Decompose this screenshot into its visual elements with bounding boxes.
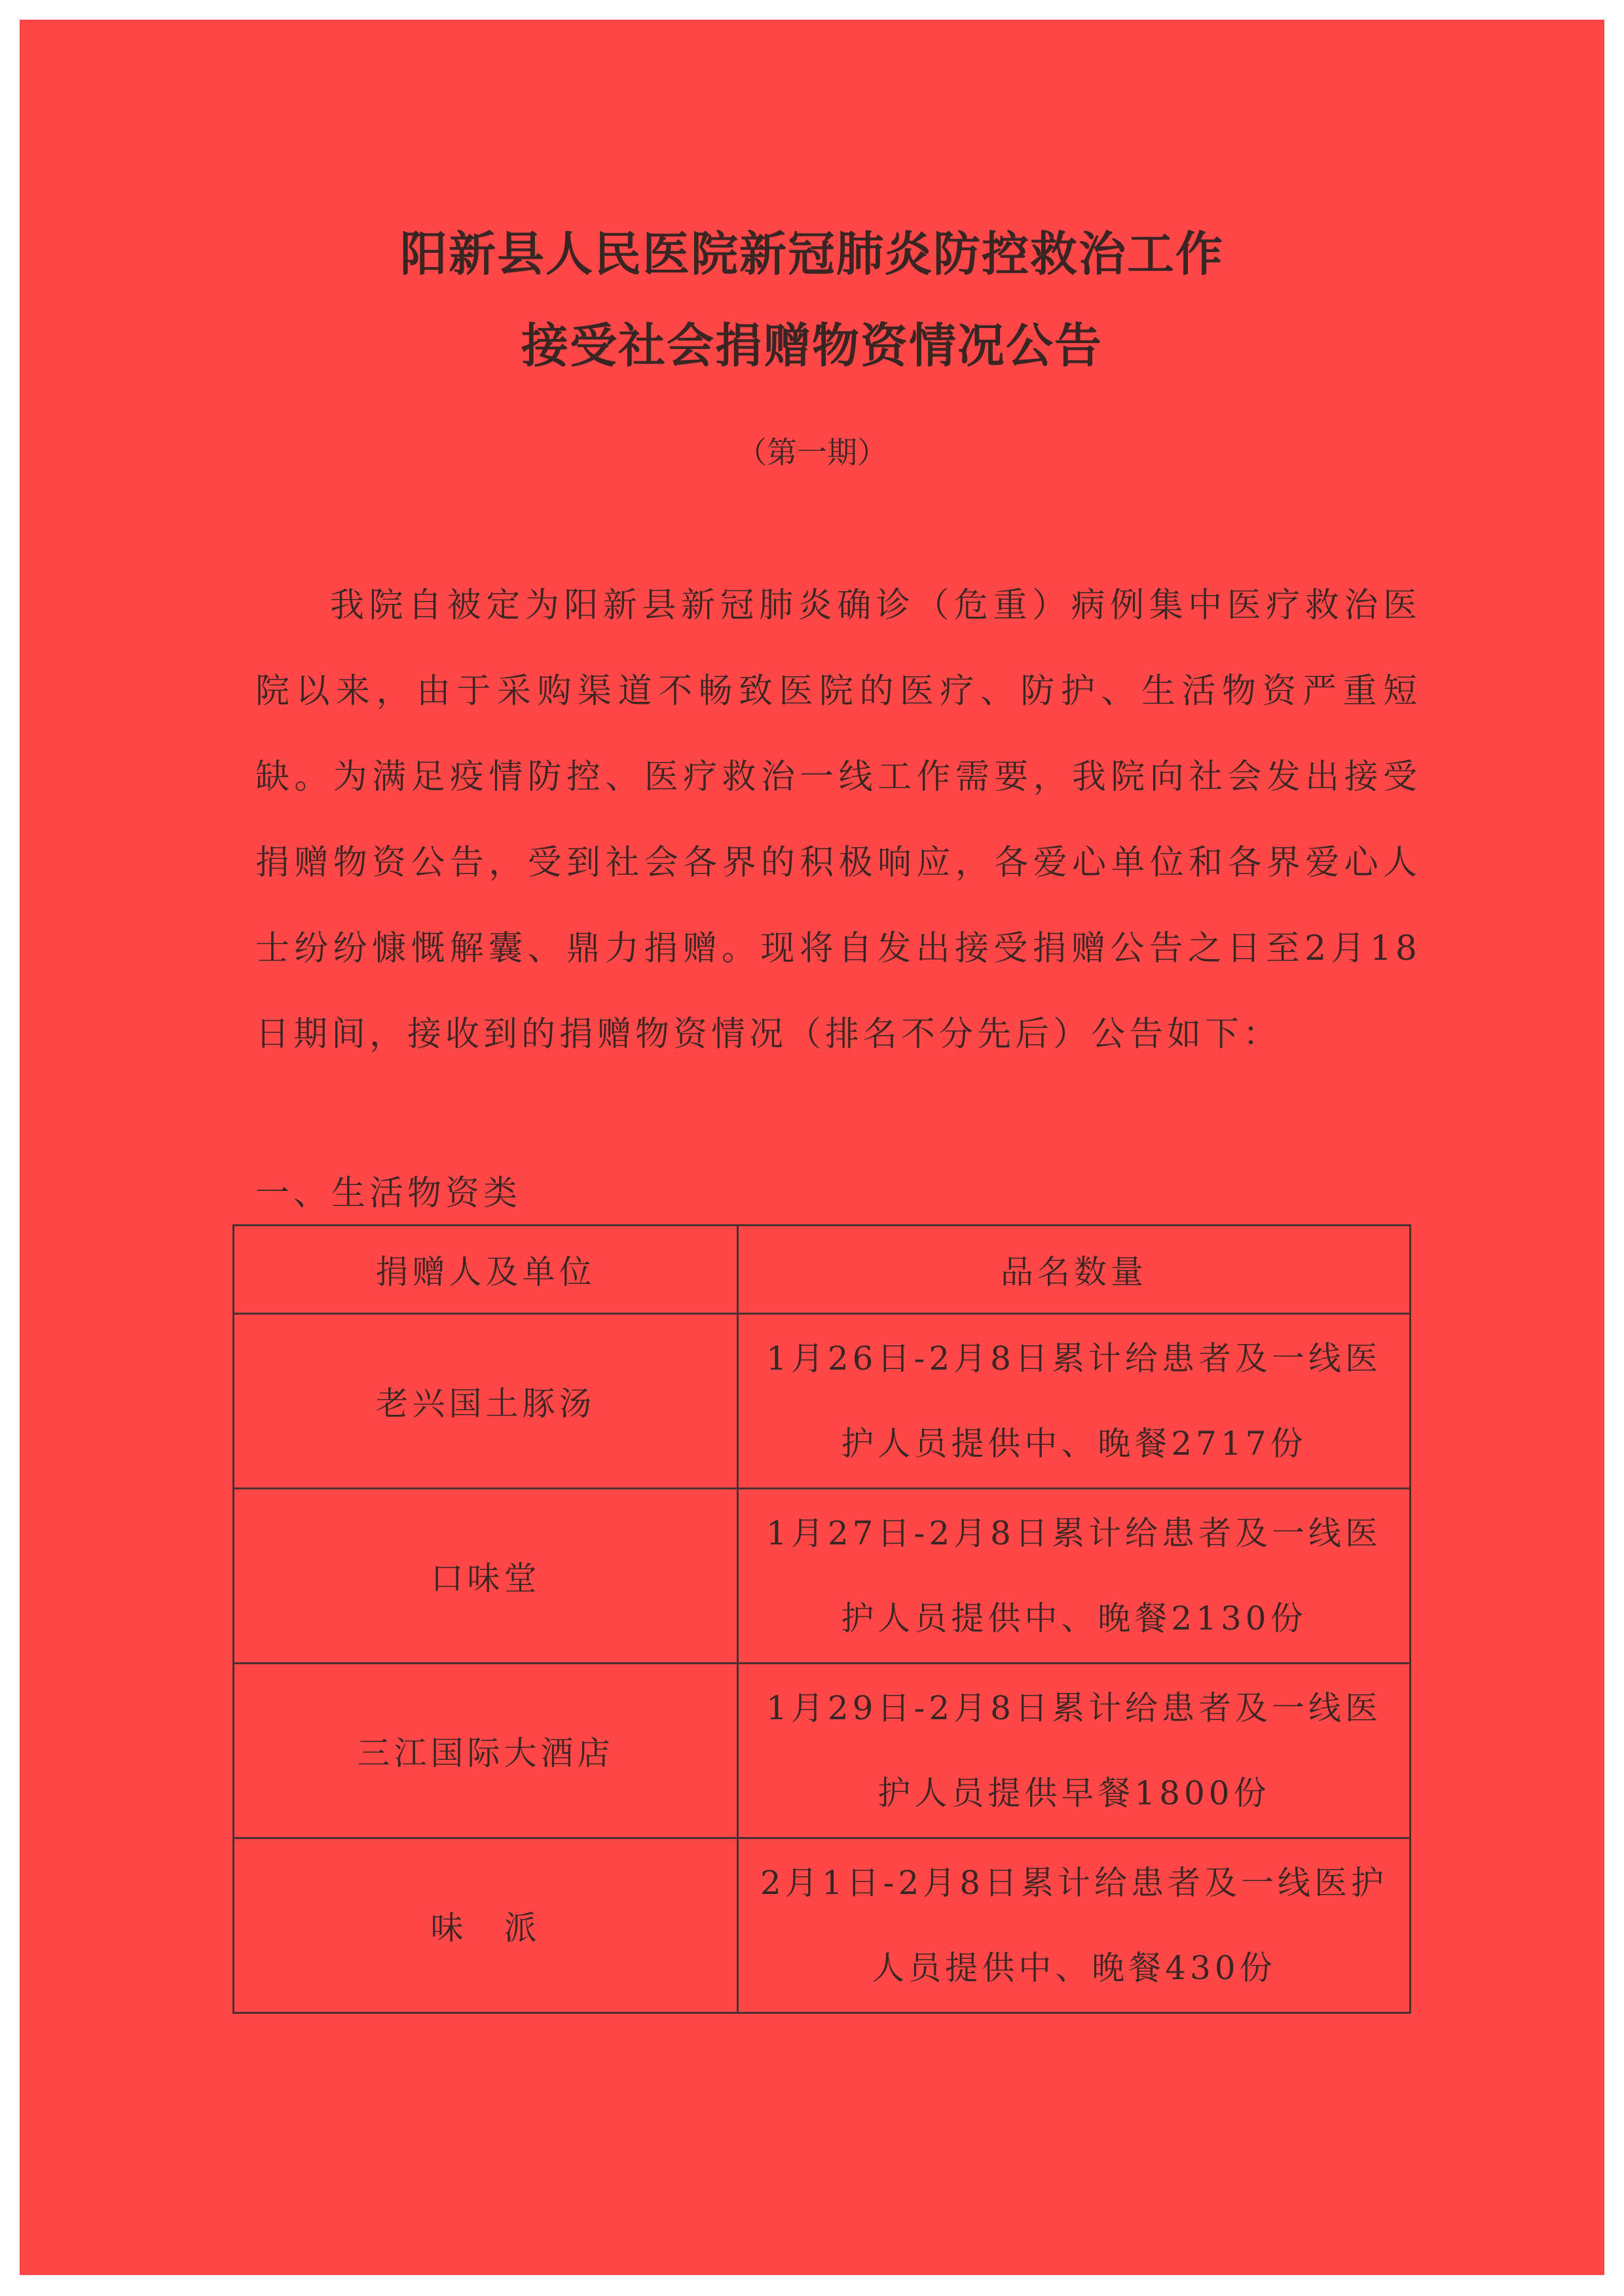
section-heading-living-supplies: 一、生活物资类 (255, 1174, 522, 1213)
items-cell: 1月27日-2月8日累计给患者及一线医护人员提供中、晚餐2130份 (738, 1489, 1411, 1664)
donor-cell: 口味堂 (234, 1489, 738, 1664)
header-items: 品名数量 (738, 1226, 1411, 1314)
red-notice-sheet (20, 20, 1604, 2275)
donor-cell: 老兴国土豚汤 (234, 1314, 738, 1489)
table-row (234, 1314, 1411, 1489)
items-cell: 1月29日-2月8日累计给患者及一线医护人员提供早餐1800份 (738, 1664, 1411, 1838)
title-line-2: 接受社会捐赠物资情况公告 (521, 318, 1103, 373)
donation-table (232, 1224, 1411, 2014)
table-header-row (234, 1226, 1411, 1314)
table-row (234, 1664, 1411, 1838)
donor-cell: 味 派 (234, 1838, 738, 2013)
items-cell: 2月1日-2月8日累计给患者及一线医护人员提供中、晚餐430份 (738, 1838, 1411, 2013)
table-row (234, 1489, 1411, 1664)
intro-paragraph: 我院自被定为阳新县新冠肺炎确诊（危重）病例集中医疗救治医院以来，由于采购渠道不畅致医院的医疗、防护、生活物资严重短缺。为满足疫情防控、医疗救治一线工作需要，我院向社会发出接受捐赠物资公告，受到社会各界的积极响应，各爱心单位和各界爱心人士纷纷慷慨解囊、鼎力捐赠。现将自发出接受捐赠公告之日至2月18日期间，接收到的捐赠物资情况（排名不分先后）公告如下： (255, 586, 1421, 1054)
donor-cell: 三江国际大酒店 (234, 1664, 738, 1838)
table-row (234, 1838, 1411, 2013)
items-cell: 1月26日-2月8日累计给患者及一线医护人员提供中、晚餐2717份 (738, 1314, 1411, 1489)
issue-number: （第一期） (737, 435, 887, 470)
title-line-1: 阳新县人民医院新冠肺炎防控救治工作 (399, 227, 1224, 282)
header-donor: 捐赠人及单位 (234, 1226, 738, 1314)
